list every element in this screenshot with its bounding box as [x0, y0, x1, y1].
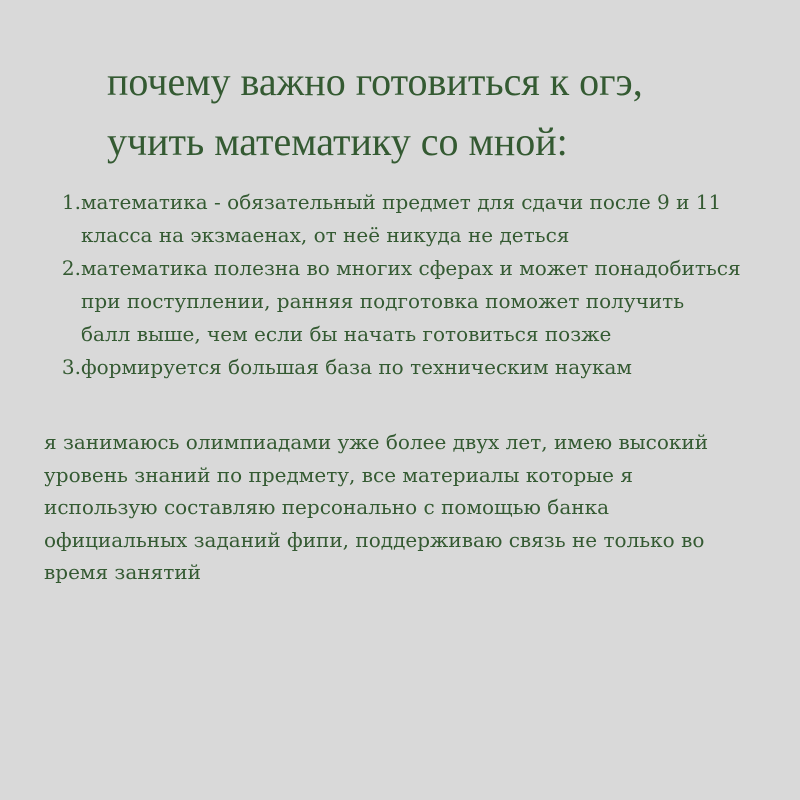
reason-line: математика полезна во многих сферах и может понадобиться	[81, 256, 741, 280]
reason-number: 1.	[61, 190, 81, 214]
about-line: официальных заданий фипи, поддерживаю связь не только во	[44, 527, 705, 552]
reasons-list	[44, 186, 764, 384]
about-paragraph	[44, 426, 764, 589]
about-line: уровень знаний по предмету, все материалы которые я	[44, 462, 633, 487]
title-line-2: учить математику со мной:	[107, 119, 568, 164]
reason-text	[81, 186, 764, 252]
reason-item-3	[44, 351, 764, 384]
reason-number: 2.	[61, 256, 81, 280]
title-line-1: почему важно готовиться к огэ,	[107, 59, 643, 104]
about-line: время занятий	[44, 560, 201, 584]
reason-line: балл выше, чем если бы начать готовиться позже	[81, 322, 612, 346]
reason-text	[81, 252, 764, 351]
reason-text	[81, 351, 764, 384]
about-line: использую составляю персонально с помощью банка	[44, 495, 610, 519]
about-line: я занимаюсь олимпиадами уже более двух лет, имею высокий	[44, 430, 709, 454]
reason-number: 3.	[61, 355, 81, 379]
reason-line: при поступлении, ранняя подготовка поможет получить	[81, 289, 685, 313]
reason-line: математика - обязательный предмет для сдачи после 9 и 11	[81, 190, 722, 214]
reason-line: класса на экзмаенах, от неё никуда не деться	[81, 223, 570, 247]
reason-item-1	[44, 186, 764, 252]
reason-line: формируется большая база по техническим наукам	[81, 355, 632, 379]
page-title	[107, 52, 767, 172]
reason-item-2	[44, 252, 764, 351]
